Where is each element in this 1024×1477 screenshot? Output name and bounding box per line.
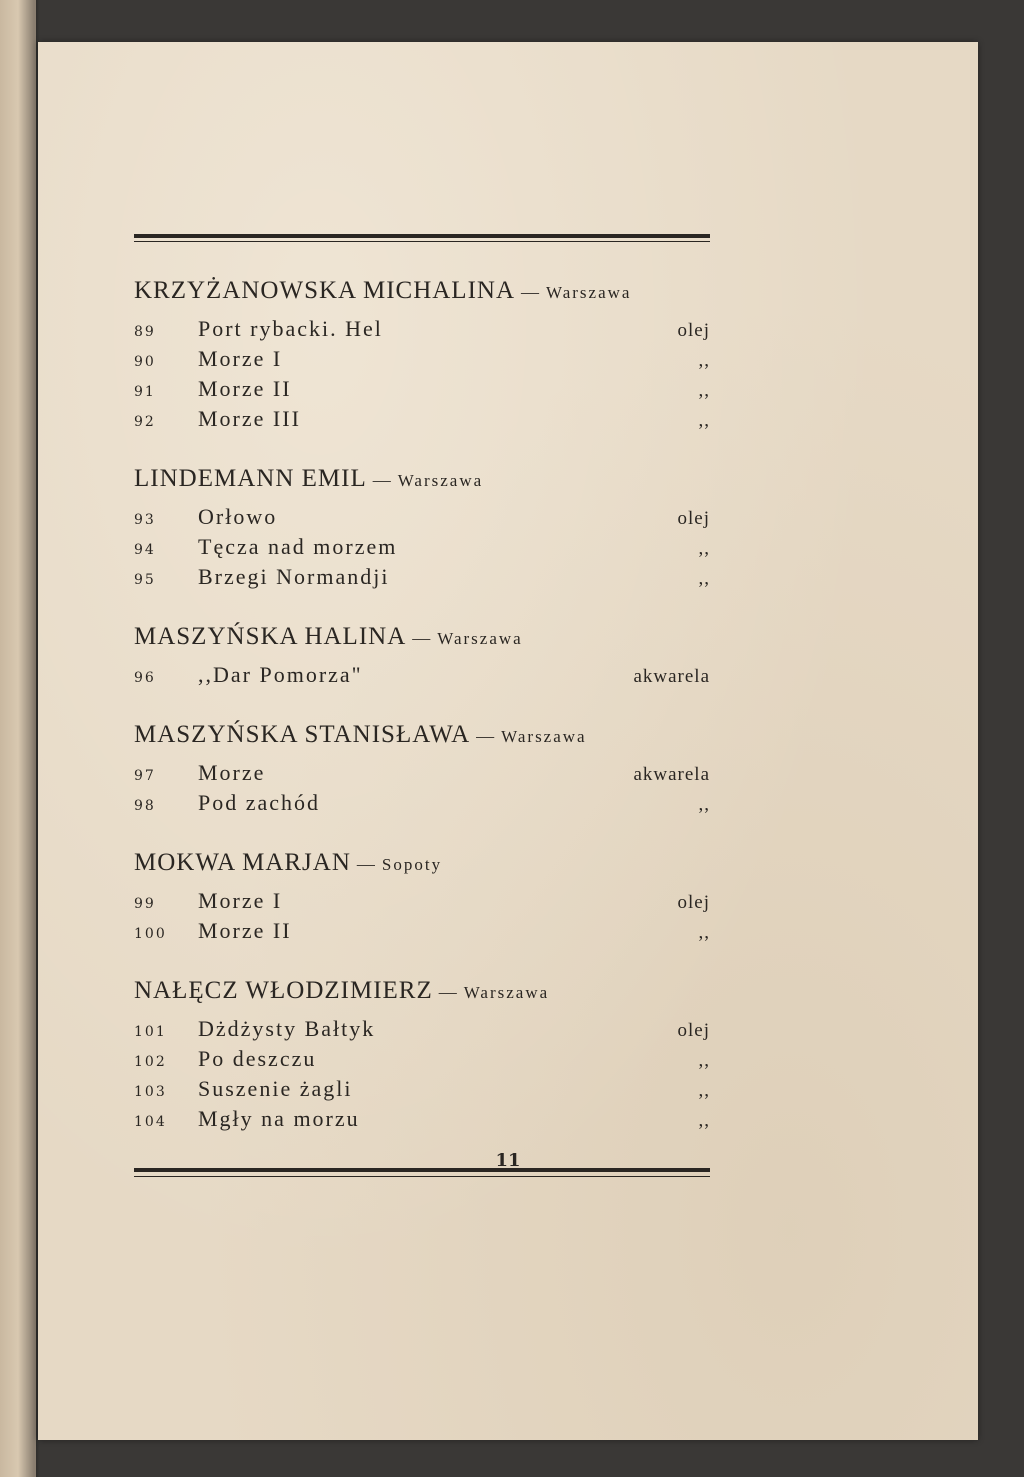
artist-city: Warszawa	[546, 283, 632, 302]
work-medium: ,,	[698, 922, 710, 943]
work-medium: akwarela	[633, 764, 710, 785]
artist-name: KRZYŻANOWSKA MICHALINA	[134, 277, 516, 304]
artist-city: Warszawa	[463, 983, 550, 1002]
work-medium: olej	[677, 1020, 710, 1041]
work-row	[134, 532, 710, 562]
bottom-rule-thin	[134, 1176, 710, 1177]
work-number: 94	[134, 542, 156, 558]
artist-heading	[134, 976, 710, 1008]
work-number: 91	[134, 384, 156, 400]
work-title: Suszenie żagli	[198, 1076, 353, 1101]
artist-block	[134, 464, 710, 592]
work-number: 95	[134, 572, 156, 588]
work-row	[134, 314, 710, 344]
artist-dash: —	[412, 628, 432, 648]
artist-name: LINDEMANN EMIL	[134, 465, 367, 492]
work-number: 97	[134, 768, 156, 784]
work-medium: ,,	[698, 538, 710, 559]
work-medium: olej	[677, 892, 710, 913]
work-title: Po deszczu	[198, 1046, 317, 1071]
artist-city: Warszawa	[397, 471, 484, 490]
artist-heading	[134, 720, 710, 752]
artist-name: MASZYŃSKA STANISŁAWA	[134, 721, 471, 748]
artist-city: Warszawa	[437, 629, 523, 648]
artist-dash: —	[438, 982, 458, 1002]
work-row	[134, 1044, 710, 1074]
artist-dash: —	[356, 854, 376, 874]
work-number: 102	[134, 1054, 167, 1070]
work-title: Morze II	[198, 376, 292, 401]
work-row	[134, 758, 710, 788]
work-row	[134, 502, 710, 532]
work-row	[134, 1104, 710, 1134]
work-medium: ,,	[698, 794, 710, 815]
previous-page-edge	[0, 0, 36, 1477]
work-number: 98	[134, 798, 156, 814]
artist-block	[134, 622, 710, 690]
work-row	[134, 660, 710, 690]
work-title: Morze II	[198, 918, 292, 943]
catalog-content	[134, 234, 710, 1178]
work-medium: olej	[677, 508, 710, 529]
top-double-rule	[134, 234, 710, 244]
work-number: 104	[134, 1114, 167, 1130]
work-title: Brzegi Normandji	[198, 564, 390, 589]
work-medium: ,,	[698, 410, 710, 431]
work-medium: olej	[677, 320, 710, 341]
work-number: 103	[134, 1084, 167, 1100]
work-medium: ,,	[698, 350, 710, 371]
work-number: 93	[134, 512, 156, 528]
work-row	[134, 374, 710, 404]
artist-heading	[134, 276, 710, 308]
work-row	[134, 1014, 710, 1044]
catalog-page	[38, 42, 978, 1440]
work-title: Morze I	[198, 346, 283, 371]
work-row	[134, 788, 710, 818]
artist-dash: —	[372, 470, 392, 490]
artist-block	[134, 848, 710, 946]
work-title: ,,Dar Pomorza"	[198, 662, 363, 687]
work-title: Port rybacki. Hel	[198, 316, 383, 341]
work-title: Morze III	[198, 406, 301, 431]
work-row	[134, 886, 710, 916]
artist-city: Sopoty	[381, 855, 443, 874]
work-title: Tęcza nad morzem	[198, 534, 398, 559]
work-row	[134, 1074, 710, 1104]
work-row	[134, 404, 710, 434]
work-number: 99	[134, 896, 156, 912]
page-number: 11	[495, 1150, 521, 1171]
artist-name: MOKWA MARJAN	[134, 849, 351, 876]
artist-block	[134, 720, 710, 818]
artist-block	[134, 276, 710, 434]
top-rule-thin	[134, 241, 710, 242]
artist-name: MASZYŃSKA HALINA	[134, 623, 407, 650]
work-medium: ,,	[698, 380, 710, 401]
work-medium: ,,	[698, 1080, 710, 1101]
artist-dash: —	[521, 282, 541, 302]
work-medium: ,,	[698, 1110, 710, 1131]
work-title: Morze I	[198, 888, 283, 913]
artist-heading	[134, 848, 710, 880]
work-medium: ,,	[698, 568, 710, 589]
artist-dash: —	[476, 726, 496, 746]
work-row	[134, 916, 710, 946]
work-number: 96	[134, 670, 156, 686]
work-number: 89	[134, 324, 156, 340]
work-title: Dżdżysty Bałtyk	[198, 1016, 376, 1041]
work-row	[134, 344, 710, 374]
top-rule-thick	[134, 234, 710, 238]
work-title: Mgły na morzu	[198, 1106, 360, 1131]
work-medium: akwarela	[633, 666, 710, 687]
artist-block	[134, 976, 710, 1134]
artist-entries	[134, 276, 710, 1134]
work-number: 101	[134, 1024, 167, 1040]
artist-city: Warszawa	[501, 727, 587, 746]
work-title: Morze	[198, 760, 266, 785]
artist-heading	[134, 464, 710, 496]
work-number: 90	[134, 354, 156, 370]
work-medium: ,,	[698, 1050, 710, 1071]
artist-name: NAŁĘCZ WŁODZIMIERZ	[134, 977, 433, 1004]
work-number: 92	[134, 414, 156, 430]
work-row	[134, 562, 710, 592]
work-title: Pod zachód	[198, 790, 321, 815]
work-title: Orłowo	[198, 504, 278, 529]
artist-heading	[134, 622, 710, 654]
work-number: 100	[134, 926, 167, 942]
